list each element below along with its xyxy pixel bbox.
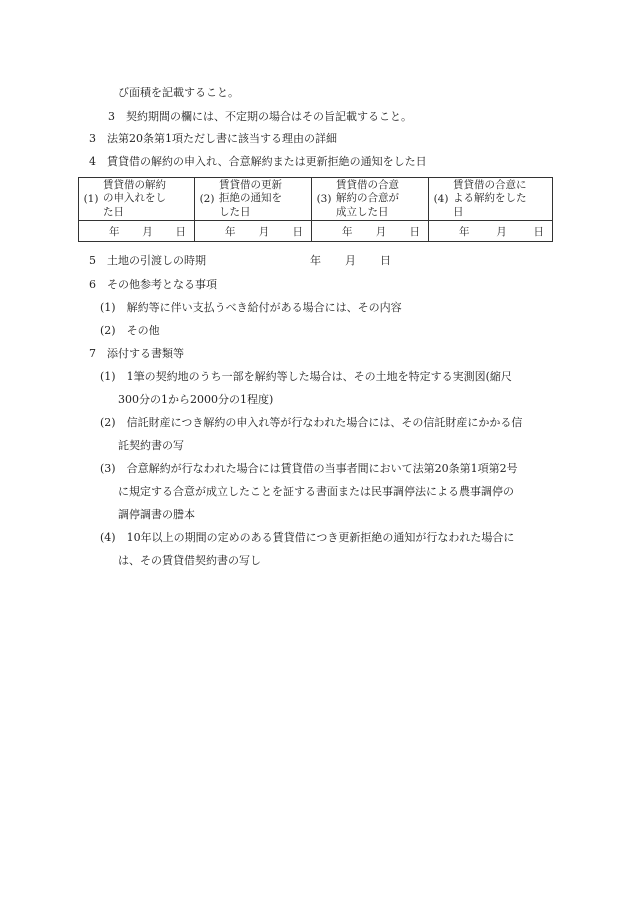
day-label: 日	[533, 225, 544, 238]
month-label: 月	[142, 225, 153, 238]
year-label: 年	[109, 225, 120, 238]
header-text: 賃貸借の更新	[219, 178, 282, 191]
s6-item-2: (2) その他	[100, 324, 160, 337]
s5-month: 月	[345, 254, 356, 267]
header-text: 賃貸借の合意に	[453, 178, 527, 191]
header-text: 賃貸借の合意	[336, 178, 399, 191]
s7-item-2-cont: 託契約書の写	[118, 439, 184, 452]
section-6: 6 その他参考となる事項	[89, 278, 217, 291]
header-text: 日	[453, 205, 464, 218]
day-label: 日	[409, 225, 420, 238]
s7-item-3-cont: 調停調書の謄本	[118, 508, 195, 521]
month-label: 月	[496, 225, 507, 238]
date-cell	[195, 221, 312, 242]
dates-table	[78, 177, 553, 242]
header-text: 拒絶の通知を	[219, 192, 282, 205]
table-header-cell	[429, 178, 553, 221]
header-text: 賃貸借の解約	[103, 178, 166, 191]
header-text: た日	[103, 205, 124, 218]
s7-item-1: (1) 1筆の契約地のうち一部を解約等した場合は、その土地を特定する実測図(縮尺	[100, 370, 512, 383]
s6-item-1: (1) 解約等に伴い支払うべき給付がある場合には、その内容	[100, 301, 402, 314]
header-text: 成立した日	[336, 205, 389, 218]
s5-year: 年	[310, 254, 321, 267]
year-label: 年	[459, 225, 470, 238]
day-label: 日	[175, 225, 186, 238]
s7-item-3-cont: に規定する合意が成立したことを証する書面または民事調停法による農事調停の	[118, 485, 514, 498]
header-number: (2)	[199, 193, 215, 205]
date-cell	[429, 221, 553, 242]
header-text: の申入れをし	[103, 192, 166, 205]
header-text: 解約の合意が	[336, 192, 399, 205]
year-label: 年	[342, 225, 353, 238]
section-7: 7 添付する書類等	[89, 347, 184, 360]
section-4: 4 賃貸借の解約の申入れ、合意解約または更新拒絶の通知をした日	[89, 155, 427, 168]
note-3: 3 契約期間の欄には、不定期の場合はその旨記載すること。	[108, 110, 412, 123]
header-number: (1)	[83, 193, 99, 205]
day-label: 日	[292, 225, 303, 238]
header-text: よる解約をした	[453, 192, 527, 205]
date-cell	[312, 221, 429, 242]
s7-item-2: (2) 信託財産につき解約の申入れ等が行なわれた場合には、その信託財産にかかる信	[100, 416, 523, 429]
section-5-label: 5 土地の引渡しの時期	[89, 254, 206, 267]
month-label: 月	[375, 225, 387, 238]
table-header-cell	[79, 178, 195, 221]
month-label: 月	[258, 225, 270, 238]
s5-day: 日	[380, 254, 391, 267]
section-3: 3 法第20条第1項ただし書に該当する理由の詳細	[89, 132, 337, 145]
text-line: び面積を記載すること。	[118, 86, 239, 99]
table-header-cell	[312, 178, 429, 221]
s7-item-4: (4) 10年以上の期間の定めのある賃貸借につき更新拒絶の通知が行なわれた場合に	[100, 531, 515, 544]
year-label: 年	[225, 225, 236, 238]
s7-item-3: (3) 合意解約が行なわれた場合には賃貸借の当事者間において法第20条第1項第2号	[100, 462, 518, 475]
s7-item-1-cont: 300分の1から2000分の1程度)	[118, 393, 274, 406]
header-number: (3)	[316, 193, 332, 205]
s7-item-4-cont: は、その賃貸借契約書の写し	[118, 554, 261, 567]
header-text: した日	[219, 205, 251, 218]
date-cell	[79, 221, 195, 242]
header-number: (4)	[433, 193, 449, 205]
table-header-cell	[195, 178, 312, 221]
